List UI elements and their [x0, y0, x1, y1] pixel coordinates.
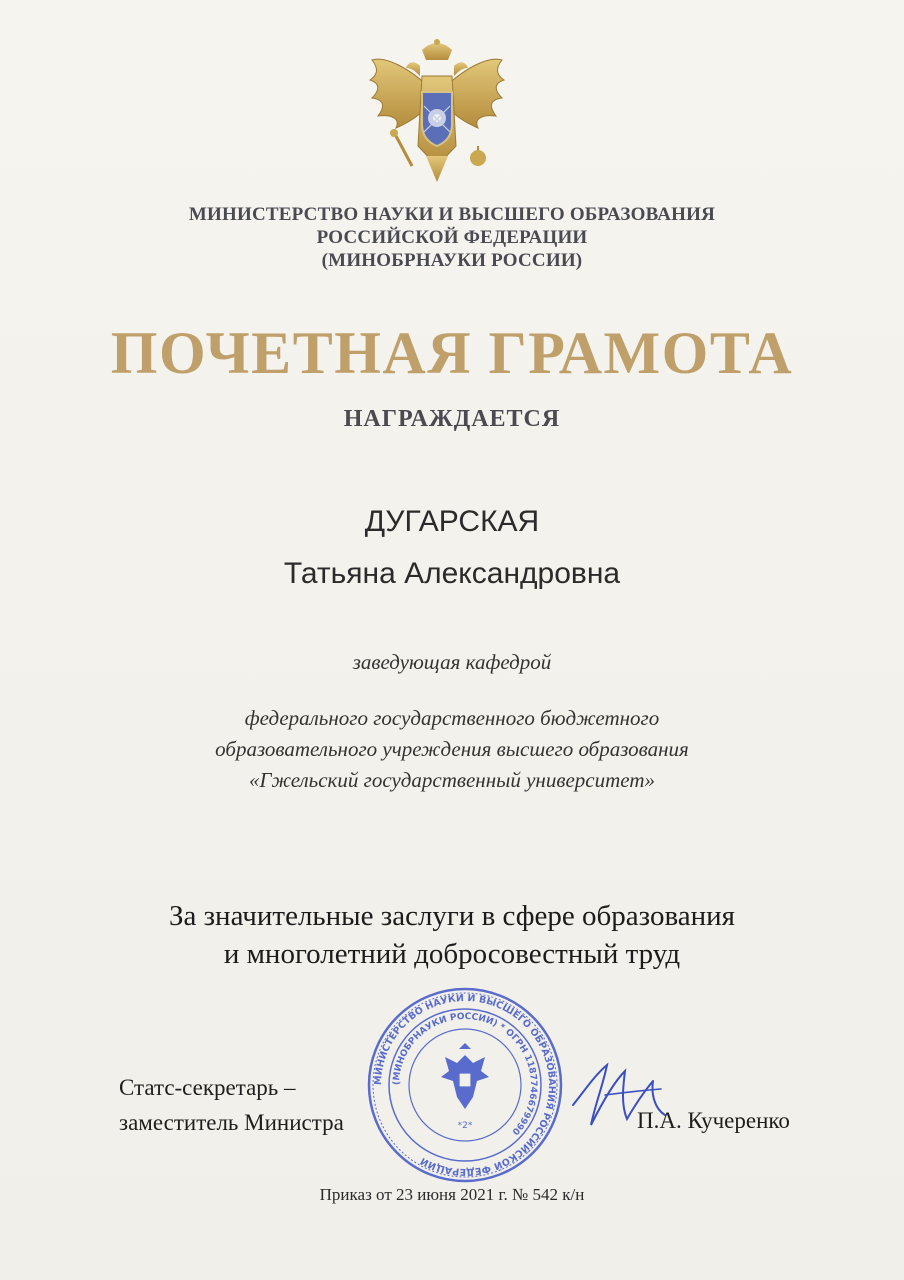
ministry-line-2: РОССИЙСКОЙ ФЕДЕРАЦИИ: [316, 227, 588, 248]
ministry-name: [0, 203, 904, 272]
awarded-label: НАГРАЖДАЕТСЯ: [343, 406, 561, 432]
recipient-surname: ДУГАРСКАЯ: [364, 505, 540, 538]
recipient-position: заведующая кафедрой: [352, 650, 552, 674]
signatory-title: [119, 1070, 344, 1140]
seal-outer-text: МИНИСТЕРСТВО НАУКИ И ВЫСШЕГО ОБРАЗОВАНИЯ РОССИЙСКОЙ ФЕДЕРАЦИИ: [372, 992, 558, 1178]
merit-line-2: и многолетний добросовестный труд: [223, 938, 681, 970]
official-stamp-icon: [365, 985, 565, 1185]
signatory-title-line-1: Статс-секретарь –: [119, 1075, 296, 1100]
svg-text:*2*: *2*: [457, 1121, 473, 1131]
signatory-title-line-2: заместитель Министра: [119, 1110, 344, 1135]
organization: [0, 703, 904, 796]
double-headed-eagle-icon: [366, 36, 508, 186]
order-reference: Приказ от 23 июня 2021 г. № 542 к/н: [319, 1185, 585, 1204]
signatory-name: П.А. Кучеренко: [637, 1108, 790, 1133]
ministry-line-3: (МИНОБРНАУКИ РОССИИ): [321, 250, 583, 271]
recipient-name: Татьяна Александровна: [283, 557, 621, 590]
organization-line-3: «Гжельский государственный университет»: [249, 768, 655, 792]
certificate-title: ПОЧЕТНАЯ ГРАМОТА: [110, 320, 794, 386]
organization-line-2: образовательного учреждения высшего образования: [215, 737, 689, 761]
organization-line-1: федерального государственного бюджетного: [244, 706, 660, 730]
merit-text: [0, 897, 904, 973]
merit-line-1: За значительные заслуги в сфере образования: [168, 900, 736, 932]
ministry-line-1: МИНИСТЕРСТВО НАУКИ И ВЫСШЕГО ОБРАЗОВАНИЯ: [188, 204, 716, 225]
seal-inner-text: (МИНОБРНАУКИ РОССИИ) * ОГРН 1187746679990: [391, 1011, 539, 1137]
